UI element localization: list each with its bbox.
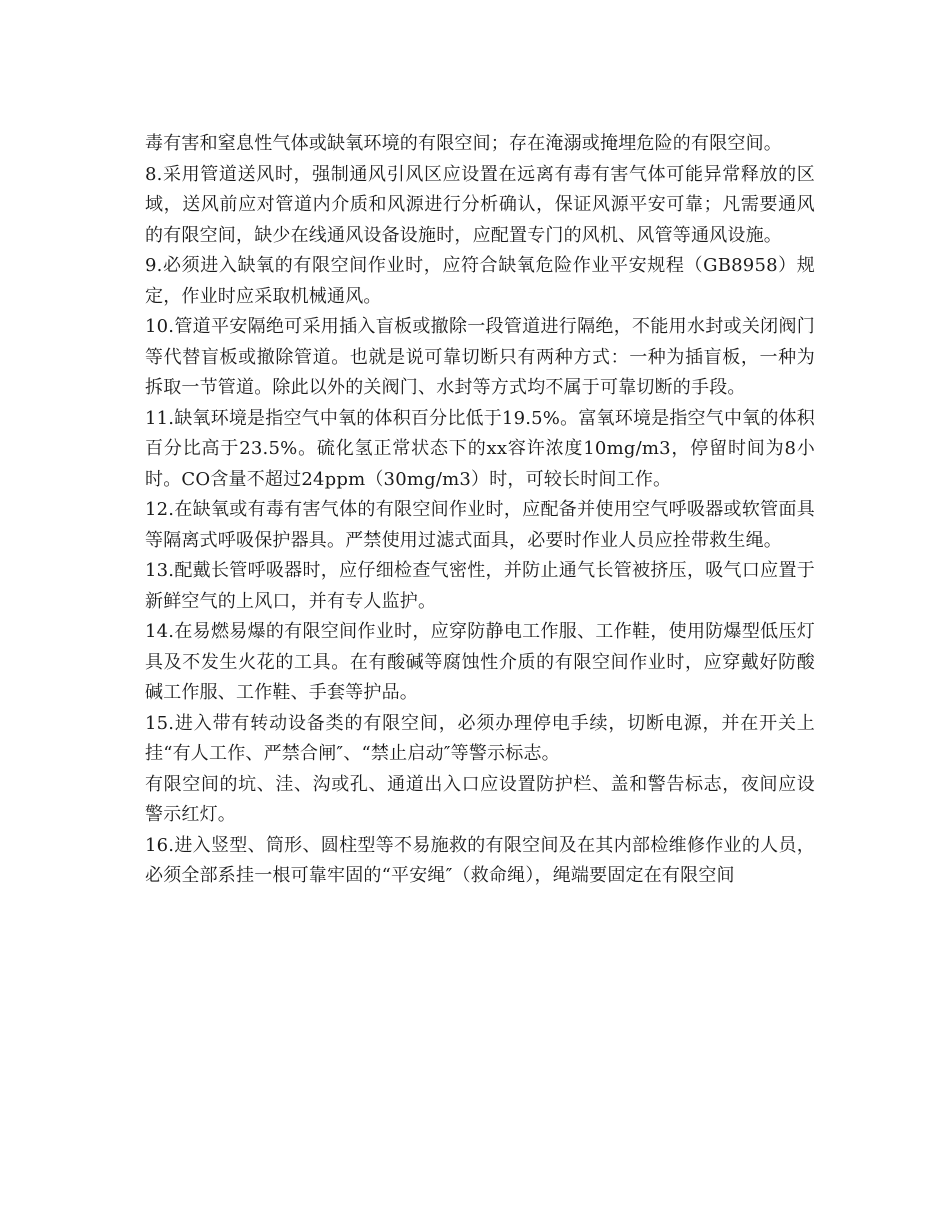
paragraph-item-15-note: 有限空间的坑、洼、沟或孔、通道出入口应设置防护栏、盖和警告标志，夜间应设警示红灯。 [145,773,815,825]
paragraph-item-8: 8.采用管道送风时，强制通风引风区应设置在远离有毒有害气体可能异常释放的区域，送风前应对管道内介质和风源进行分析确认，保证风源平安可靠；凡需要通风的有限空间，缺少在线通风设备设施时，应配置专门的风机、风管等通风设施。 [145,163,815,246]
paragraph-item-14: 14.在易燃易爆的有限空间作业时，应穿防静电工作服、工作鞋，使用防爆型低压灯具及不发生火花的工具。在有酸碱等腐蚀性介质的有限空间作业时，应穿戴好防酸碱工作服、工作鞋、手套等护品。 [145,621,815,703]
paragraph-item-13: 13.配戴长管呼吸器时，应仔细检查气密性，并防止通气长管被挤压，吸气口应置于新鲜空气的上风口，并有专人监护。 [145,560,815,612]
paragraph-continuation: 毒有害和窒息性气体或缺氧环境的有限空间；存在淹溺或掩埋危险的有限空间。 [145,133,782,154]
paragraph-item-11: 11.缺氧环境是指空气中氧的体积百分比低于19.5%。富氧环境是指空气中氧的体积百分比高于23.5%。硫化氢正常状态下的xx容许浓度10mg/m3，停留时间为8小时。CO含量不超过24ppm（30mg/m3）时，可较长时间工作。 [145,407,815,490]
paragraph-item-15: 15.进入带有转动设备类的有限空间，必须办理停电手续，切断电源，并在开关上挂“有人工作、严禁合闸″、“禁止启动″等警示标志。 [145,712,815,764]
paragraph-item-16: 16.进入竖型、筒形、圆柱型等不易施救的有限空间及在其内部检维修作业的人员，必须全部系挂一根可靠牢固的“平安绳″（救命绳），绳端要固定在有限空间 [145,834,815,886]
document-body [145,129,815,892]
paragraph-item-12: 12.在缺氧或有毒有害气体的有限空间作业时，应配备并使用空气呼吸器或软管面具等隔离式呼吸保护器具。严禁使用过滤式面具，必要时作业人员应拴带救生绳。 [145,499,815,551]
paragraph-item-10: 10.管道平安隔绝可采用插入盲板或撤除一段管道进行隔绝，不能用水封或关闭阀门等代替盲板或撤除管道。也就是说可靠切断只有两种方式：一种为插盲板，一种为拆取一节管道。除此以外的关阀门、水封等方式均不属于可靠切断的手段。 [145,316,815,398]
paragraph-item-9: 9.必须进入缺氧的有限空间作业时，应符合缺氧危险作业平安规程（GB8958）规定，作业时应采取机械通风。 [145,255,815,307]
